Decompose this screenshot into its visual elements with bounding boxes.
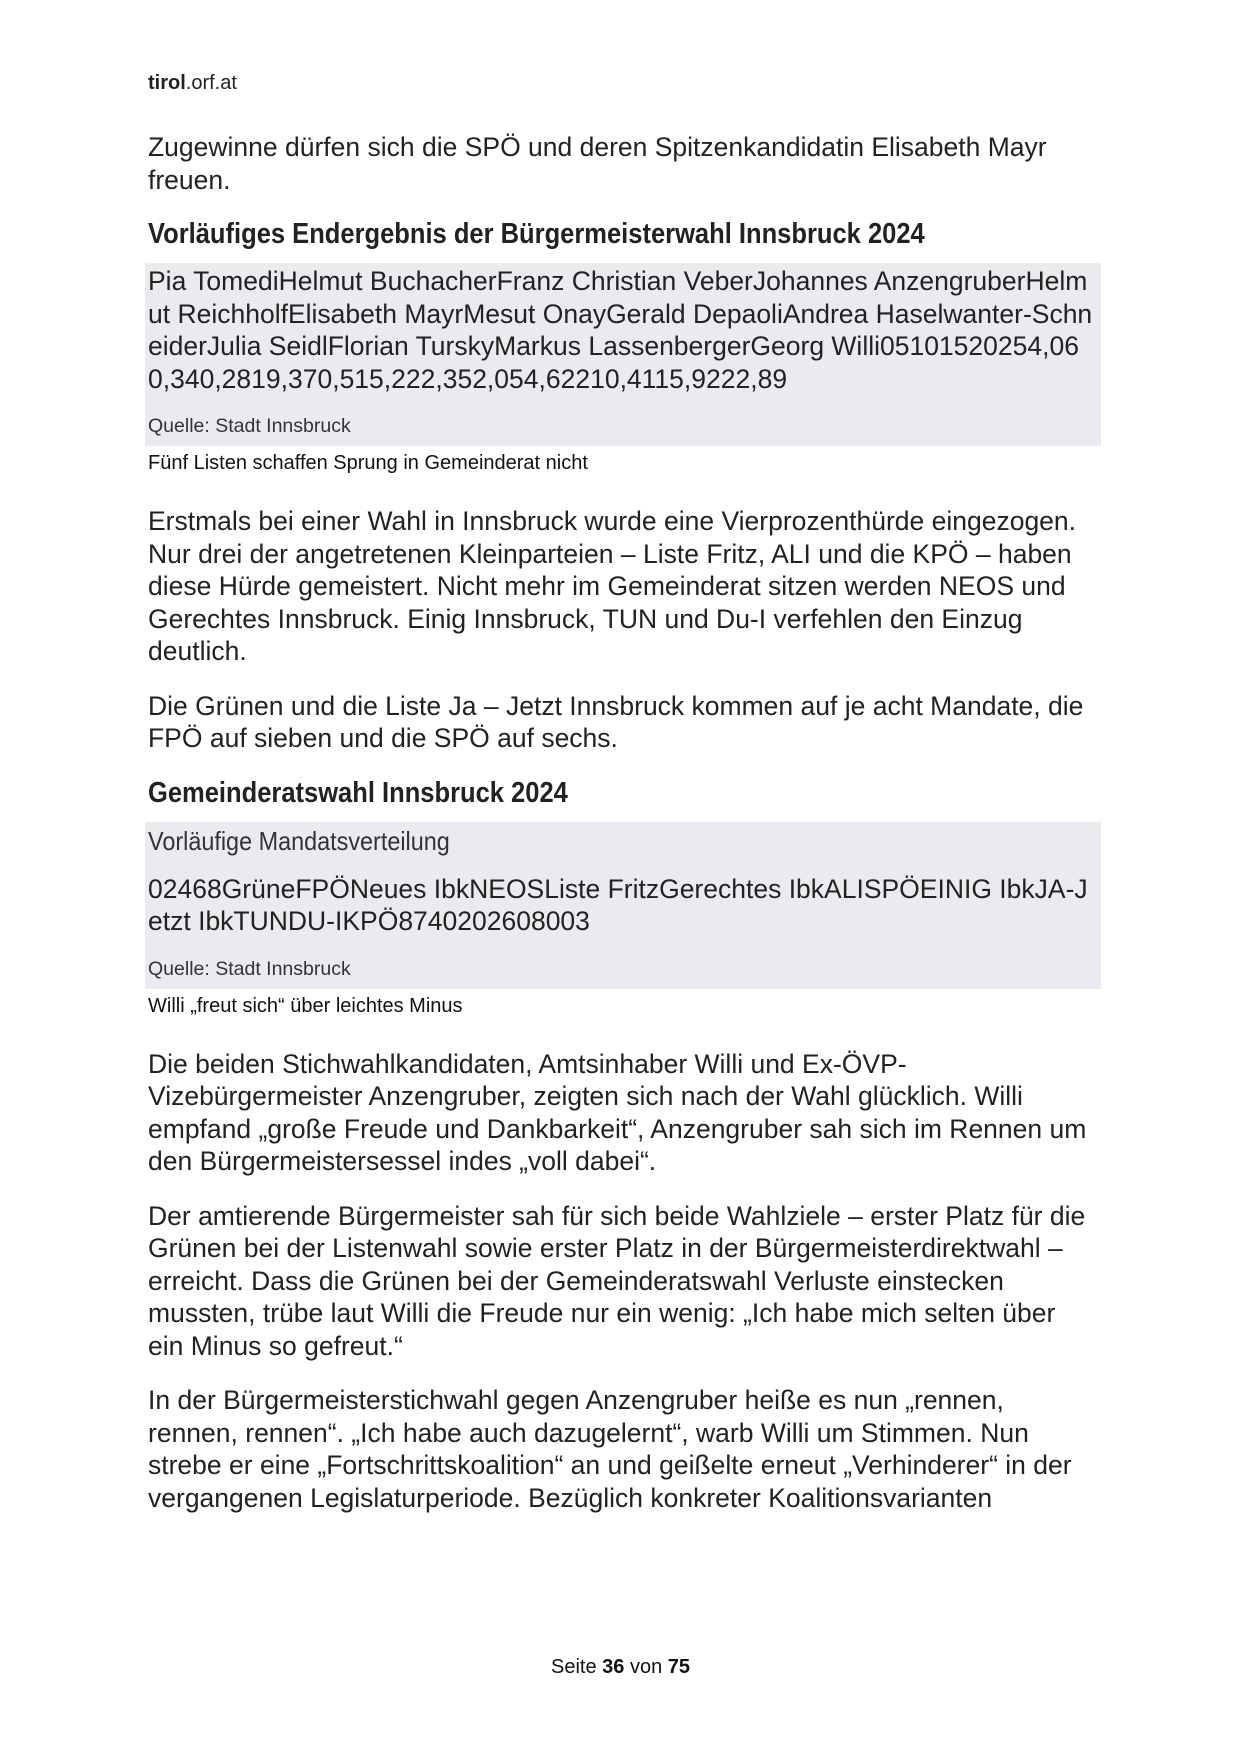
chart-source: Quelle: Stadt Innsbruck	[148, 415, 351, 437]
paragraph: Die beiden Stichwahlkandidaten, Amtsinhaber Willi und Ex-ÖVP-Vizebürgermeister Anzengruber, zeigten sich nach der Wahl glücklich. Willi empfand „große Freude und Dankbarkeit“, Anzengruber sah sich im Rennen um den Bürgermeistersessel indes „voll dabei“.	[148, 1048, 1087, 1176]
chart-fallback-text: Pia TomediHelmut BuchacherFranz Christian VeberJohannes AnzengruberHelmut ReichholfElisabeth MayrMesut OnayGerald DepaoliAndrea Haselwanter-SchneiderJulia SeidlFlorian TurskyMarkus LassenbergerGeorg Willi05101520254,060,340,2819,370,515,222,352,054,62210,4115,9222,89	[148, 266, 1093, 394]
document-page	[148, 72, 1098, 1536]
footer-prefix: Seite	[550, 1656, 603, 1678]
site-header	[148, 72, 1098, 95]
chart-source: Quelle: Stadt Innsbruck	[148, 957, 351, 980]
site-name-rest: .orf.at	[185, 72, 237, 94]
page-footer	[0, 1656, 1241, 1679]
chart-embed-mayor	[145, 263, 1101, 446]
section-heading-council-election: Gemeinderatswahl Innsbruck 2024	[148, 776, 568, 809]
chart-fallback-text: 02468GrüneFPÖNeues IbkNEOSListe FritzGerechtes IbkALISPÖEINIG IbkJA-Jetzt IbkTUNDU-IKPÖ8740202608003	[148, 873, 1088, 936]
total-pages: 75	[667, 1656, 690, 1678]
paragraph: In der Bürgermeisterstichwahl gegen Anzengruber heiße es nun „rennen, rennen, rennen“. „Ich habe auch dazugelernt“, warb Willi um Stimmen. Nun strebe er eine „Fortschrittskoalition“ an und geißelte erneut „Verhinderer“ in der vergangenen Legislaturperiode. Bezüglich konkreter Koalitionsvarianten	[148, 1385, 1072, 1513]
current-page: 36	[602, 1656, 625, 1678]
caption: Willi „freut sich“ über leichtes Minus	[148, 994, 463, 1017]
chart-subtitle: Vorläufige Mandatsverteilung	[148, 825, 450, 856]
paragraph: Die Grünen und die Liste Ja – Jetzt Innsbruck kommen auf je acht Mandate, die FPÖ auf sieben und die SPÖ auf sechs.	[148, 690, 1084, 753]
paragraph: Zugewinne dürfen sich die SPÖ und deren Spitzenkandidatin Elisabeth Mayr freuen.	[148, 132, 1047, 195]
footer-middle: von	[624, 1656, 668, 1678]
paragraph: Erstmals bei einer Wahl in Innsbruck wurde eine Vierprozenthürde eingezogen. Nur drei der angetretenen Kleinparteien – Liste Fritz, ALI und die KPÖ – haben diese Hürde gemeistert. Nicht mehr im Gemeinderat sitzen werden NEOS und Gerechtes Innsbruck. Einig Innsbruck, TUN und Du-I verfehlen den Einzug deutlich.	[148, 506, 1077, 666]
chart-embed-council	[145, 822, 1101, 989]
caption: Fünf Listen schaffen Sprung in Gemeinderat nicht	[148, 452, 588, 474]
paragraph: Der amtierende Bürgermeister sah für sich beide Wahlziele – erster Platz für die Grünen bei der Listenwahl sowie erster Platz in der Bürgermeisterdirektwahl – erreicht. Dass die Grünen bei der Gemeinderatswahl Verluste einstecken mussten, trübe laut Willi die Freude nur ein wenig: „Ich habe mich selten über ein Minus so gefreut.“	[148, 1200, 1086, 1361]
section-heading-mayor-result: Vorläufiges Endergebnis der Bürgermeisterwahl Innsbruck 2024	[148, 218, 925, 250]
site-name-bold: tirol	[148, 72, 186, 94]
